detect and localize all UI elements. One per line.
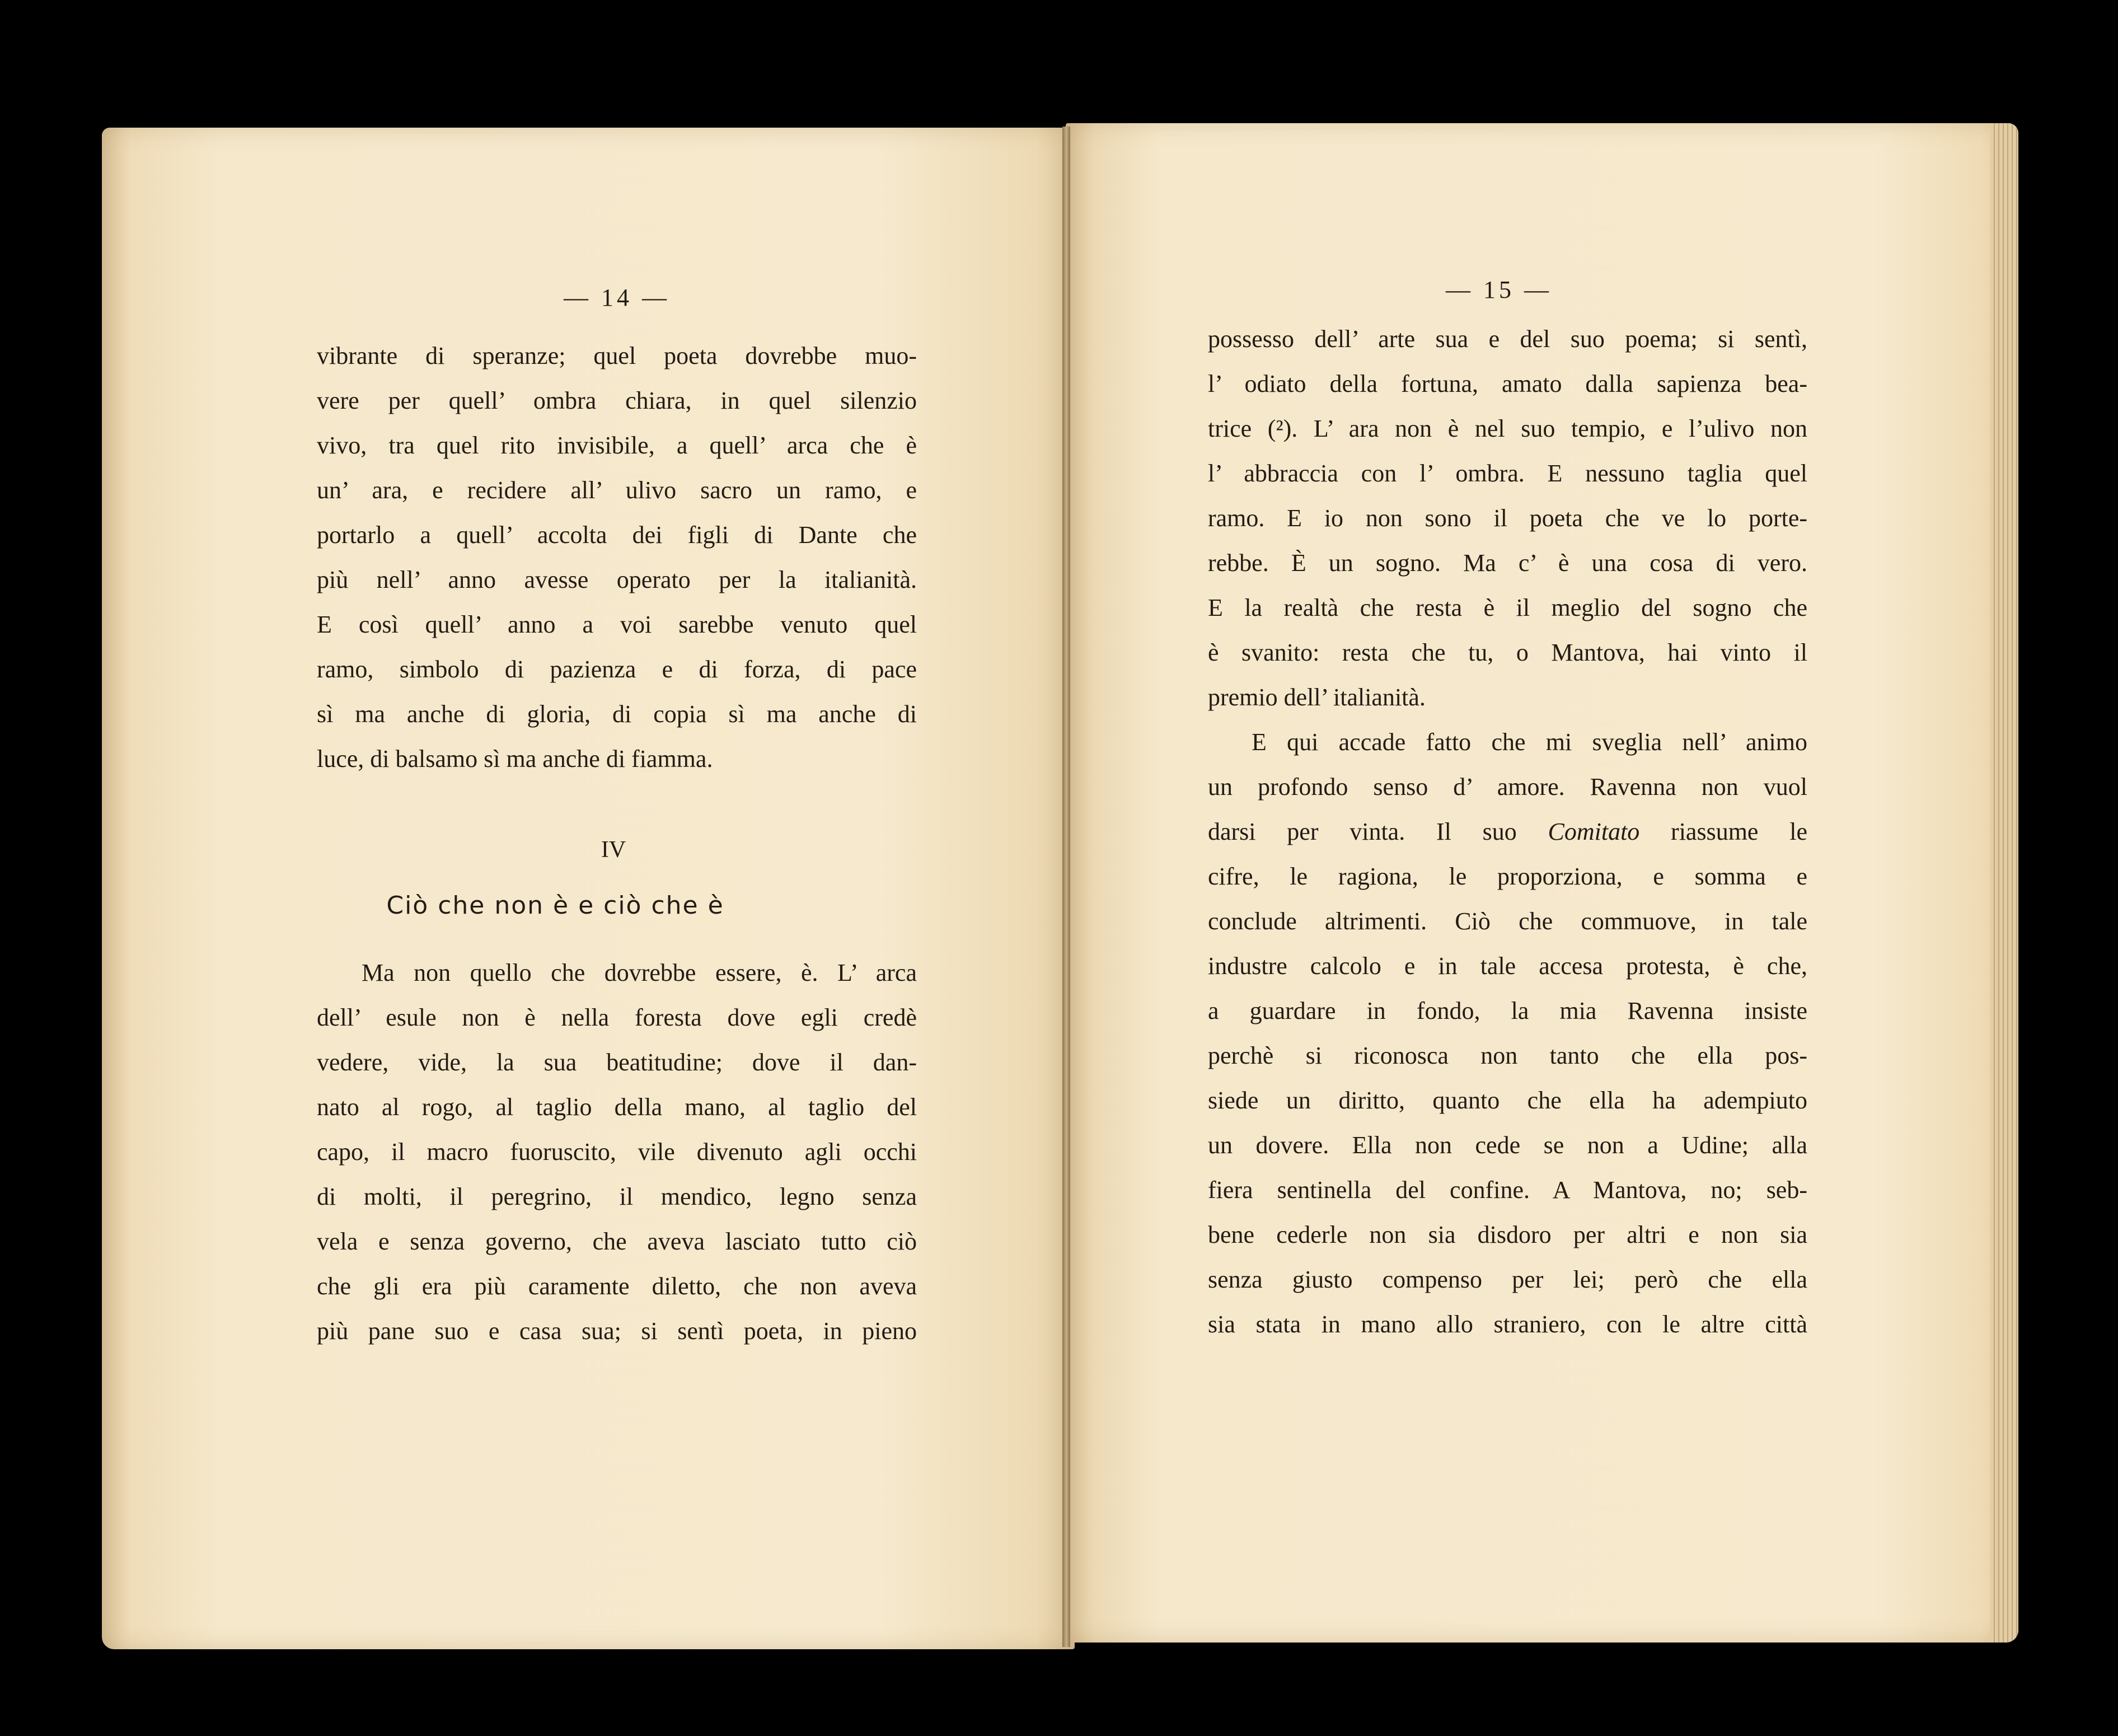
text-line: E così quell’ anno a voi sarebbe venuto quel bbox=[317, 611, 917, 638]
text-line: un dovere. Ella non cede se non a Udine; alla bbox=[1208, 1131, 1807, 1159]
text-line: E la realtà che resta è il meglio del sogno che bbox=[1208, 594, 1807, 621]
text-line: un profondo senso d’ amore. Ravenna non vuol bbox=[1208, 773, 1807, 801]
text-line: vibrante di speranze; quel poeta dovrebbe muo- bbox=[317, 342, 917, 369]
italic-term: Comitato bbox=[1548, 818, 1640, 845]
text-line: E qui accade fatto che mi sveglia nell’ animo bbox=[1252, 728, 1807, 756]
text-line: fiera sentinella del confine. A Mantova, no; seb- bbox=[1208, 1176, 1807, 1204]
text-line: luce, di balsamo sì ma anche di fiamma. bbox=[317, 745, 713, 773]
text-line: possesso dell’ arte sua e del suo poema; si sentì, bbox=[1208, 325, 1807, 353]
text-line: più nell’ anno avesse operato per la italianità. bbox=[317, 566, 917, 593]
text-line: bene cederle non sia disdoro per altri e non sia bbox=[1208, 1221, 1807, 1248]
text-line: senza giusto compenso per lei; però che ella bbox=[1208, 1266, 1807, 1293]
text-line: vere per quell’ ombra chiara, in quel silenzio bbox=[317, 387, 917, 414]
section-numeral: IV bbox=[601, 837, 626, 863]
text-line: a guardare in fondo, la mia Ravenna insiste bbox=[1208, 997, 1807, 1024]
text-line: trice (²). L’ ara non è nel suo tempio, e l’ulivo non bbox=[1208, 415, 1807, 442]
page-edge-stack bbox=[1990, 123, 2018, 1643]
text-line: siede un diritto, quanto che ella ha adempiuto bbox=[1208, 1087, 1807, 1114]
text-line: capo, il macro fuoruscito, vile divenuto agli occhi bbox=[317, 1138, 917, 1166]
text-line: ramo, simbolo di pazienza e di forza, di pace bbox=[317, 656, 917, 683]
text-line: che gli era più caramente diletto, che non aveva bbox=[317, 1272, 917, 1300]
text-line: sia stata in mano allo straniero, con le altre città bbox=[1208, 1311, 1807, 1338]
text-line: rebbe. È un sogno. Ma c’ è una cosa di vero. bbox=[1208, 549, 1807, 577]
text-line: più pane suo e casa sua; si sentì poeta, in pieno bbox=[317, 1317, 917, 1345]
text-line: vedere, vide, la sua beatitudine; dove il dan- bbox=[317, 1049, 917, 1076]
text-line: dell’ esule non è nella foresta dove egli credè bbox=[317, 1004, 917, 1031]
text-line: premio dell’ italianità. bbox=[1208, 684, 1426, 711]
text-line: Ma non quello che dovrebbe essere, è. L’ arca bbox=[362, 959, 917, 986]
text-line: cifre, le ragiona, le proporziona, e somma e bbox=[1208, 863, 1807, 890]
text-line: l’ abbraccia con l’ ombra. E nessuno taglia quel bbox=[1208, 460, 1807, 487]
text-line: conclude altrimenti. Ciò che commuove, in tale bbox=[1208, 907, 1807, 935]
text-line: industre calcolo e in tale accesa protesta, è che, bbox=[1208, 952, 1807, 980]
text-line: ramo. E io non sono il poeta che ve lo porte- bbox=[1208, 504, 1807, 532]
right-page-number: — 15 — bbox=[1446, 276, 1552, 303]
text-run: riassume le bbox=[1639, 818, 1807, 845]
text-run: darsi per vinta. Il suo bbox=[1208, 818, 1548, 845]
text-line bbox=[1208, 817, 1807, 846]
text-line: un’ ara, e recidere all’ ulivo sacro un ramo, e bbox=[317, 476, 917, 504]
text-line: sì ma anche di gloria, di copia sì ma anche di bbox=[317, 700, 917, 728]
text-line: di molti, il peregrino, il mendico, legno senza bbox=[317, 1183, 917, 1210]
text-line: portarlo a quell’ accolta dei figli di Dante che bbox=[317, 521, 917, 549]
left-page-number: — 14 — bbox=[564, 284, 670, 311]
book-spine bbox=[1062, 127, 1070, 1647]
section-title: Ciò che non è e ciò che è bbox=[386, 891, 724, 920]
text-line: perchè si riconosca non tanto che ella pos- bbox=[1208, 1042, 1807, 1069]
text-line: nato al rogo, al taglio della mano, al taglio del bbox=[317, 1093, 917, 1121]
text-line: è svanito: resta che tu, o Mantova, hai vinto il bbox=[1208, 639, 1807, 666]
text-line: l’ odiato della fortuna, amato dalla sapienza bea- bbox=[1208, 370, 1807, 397]
text-line: vela e senza governo, che aveva lasciato tutto ciò bbox=[317, 1228, 917, 1255]
text-line: vivo, tra quel rito invisibile, a quell’ arca che è bbox=[317, 432, 917, 459]
